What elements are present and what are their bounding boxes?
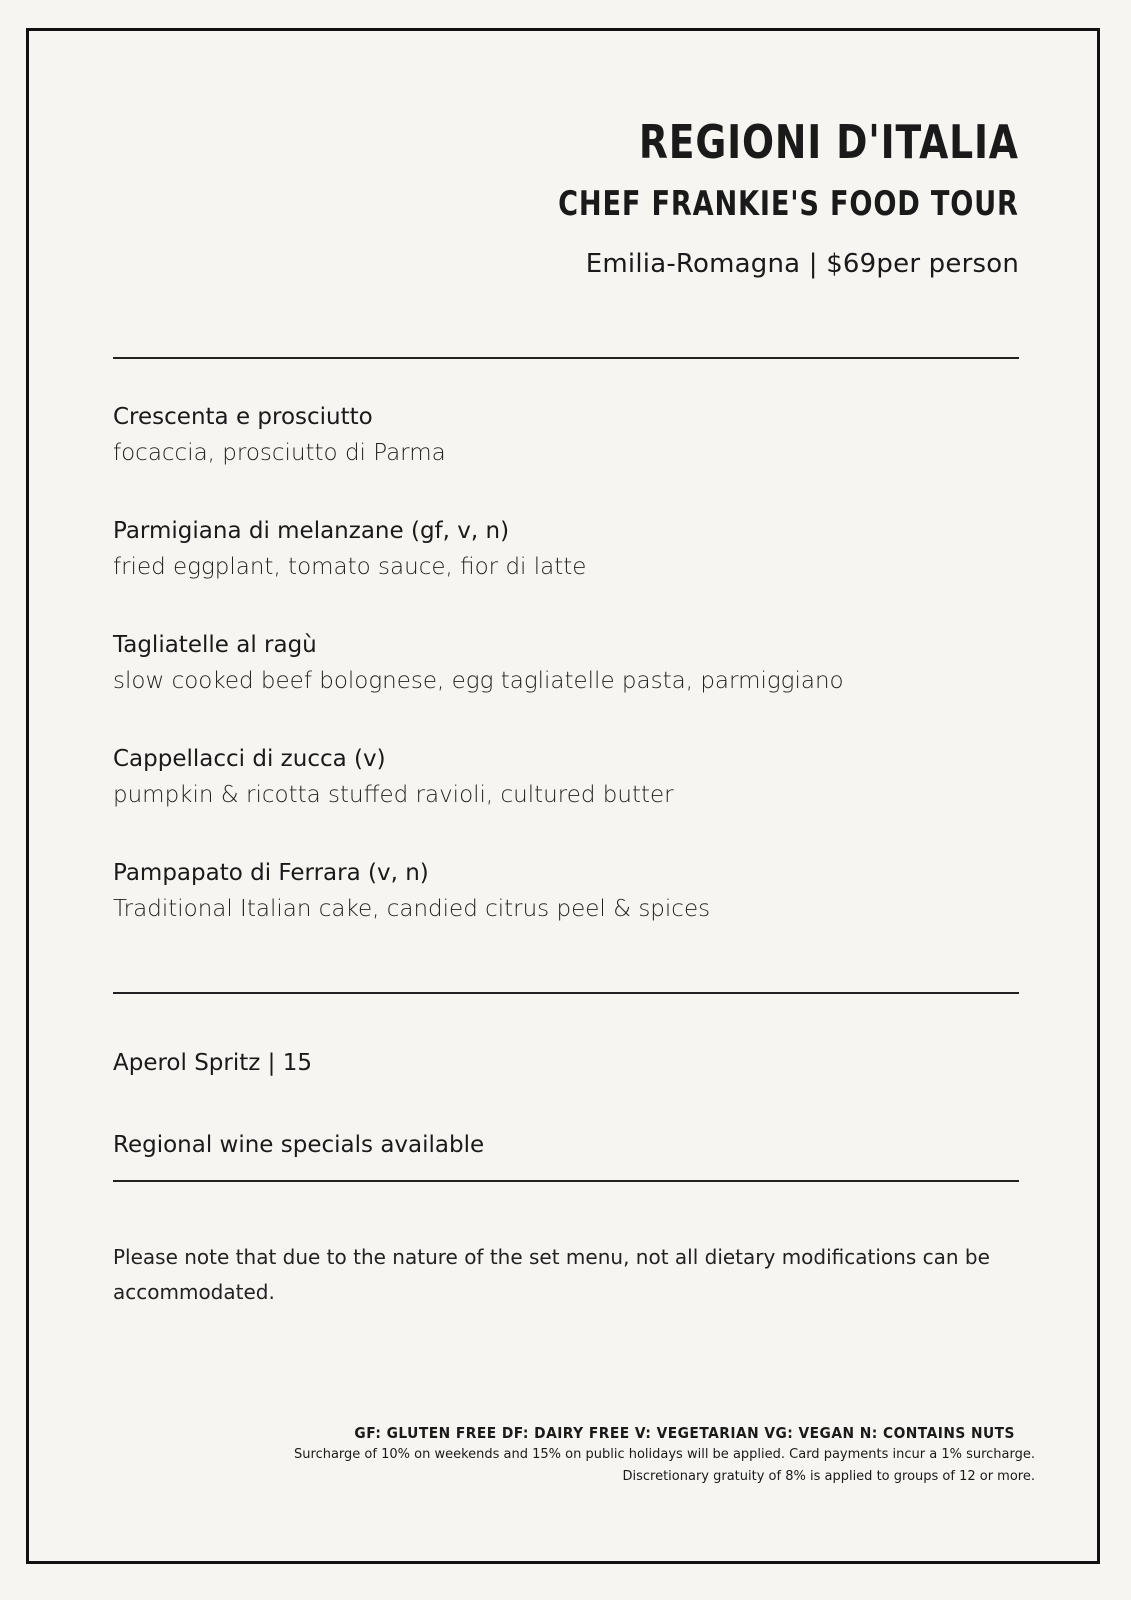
menu-header — [443, 112, 1019, 282]
menu-item-name: Pampapato di Ferrara (v, n) — [113, 860, 429, 886]
divider-top — [113, 357, 1019, 359]
menu-item-name: Cappellacci di zucca (v) — [113, 746, 386, 772]
menu-item-description: focaccia, prosciutto di Parma — [113, 440, 446, 466]
region-price-line: Emilia-Romagna | $69per person — [585, 249, 1019, 279]
menu-item — [113, 400, 1019, 472]
menu-item-description: fried eggplant, tomato sauce, fior di latte — [113, 554, 587, 580]
menu-item-description: pumpkin & ricotta stuffed ravioli, cultured butter — [113, 782, 674, 808]
menu-item-name: Parmigiana di melanzane (gf, v, n) — [113, 518, 510, 544]
menu-title: REGIONI D'ITALIA — [639, 115, 1019, 169]
divider-middle — [113, 992, 1019, 994]
dietary-legend: GF: GLUTEN FREE DF: DAIRY FREE V: VEGETARIAN VG: VEGAN N: CONTAINS NUTS — [354, 1424, 1015, 1442]
menu-item — [113, 514, 1019, 586]
surcharge-note: Surcharge of 10% on weekends and 15% on public holidays will be applied. Card payments incur a 1% surcharge. — [294, 1447, 1035, 1462]
gratuity-note: Discretionary gratuity of 8% is applied to groups of 12 or more. — [622, 1469, 1035, 1484]
menu-item-name: Tagliatelle al ragù — [113, 632, 317, 658]
menu-item — [113, 856, 1019, 928]
menu-subtitle: CHEF FRANKIE'S FOOD TOUR — [558, 184, 1019, 224]
footer — [294, 1422, 1035, 1488]
drink-item: Regional wine specials available — [113, 1132, 485, 1158]
menu-item-description: slow cooked beef bolognese, egg tagliatelle pasta, parmiggiano — [113, 668, 844, 694]
menu-item — [113, 628, 1019, 700]
dietary-note: Please note that due to the nature of the set menu, not all dietary modifications can be accommodated. — [113, 1245, 990, 1304]
drink-item: Aperol Spritz | 15 — [113, 1050, 312, 1076]
menu-items — [113, 400, 1019, 970]
menu-item-description: Traditional Italian cake, candied citrus peel & spices — [113, 896, 711, 922]
menu-item-name: Crescenta e prosciutto — [113, 404, 373, 430]
menu-item — [113, 742, 1019, 814]
drinks-section — [113, 1046, 1019, 1210]
divider-bottom — [113, 1180, 1019, 1182]
